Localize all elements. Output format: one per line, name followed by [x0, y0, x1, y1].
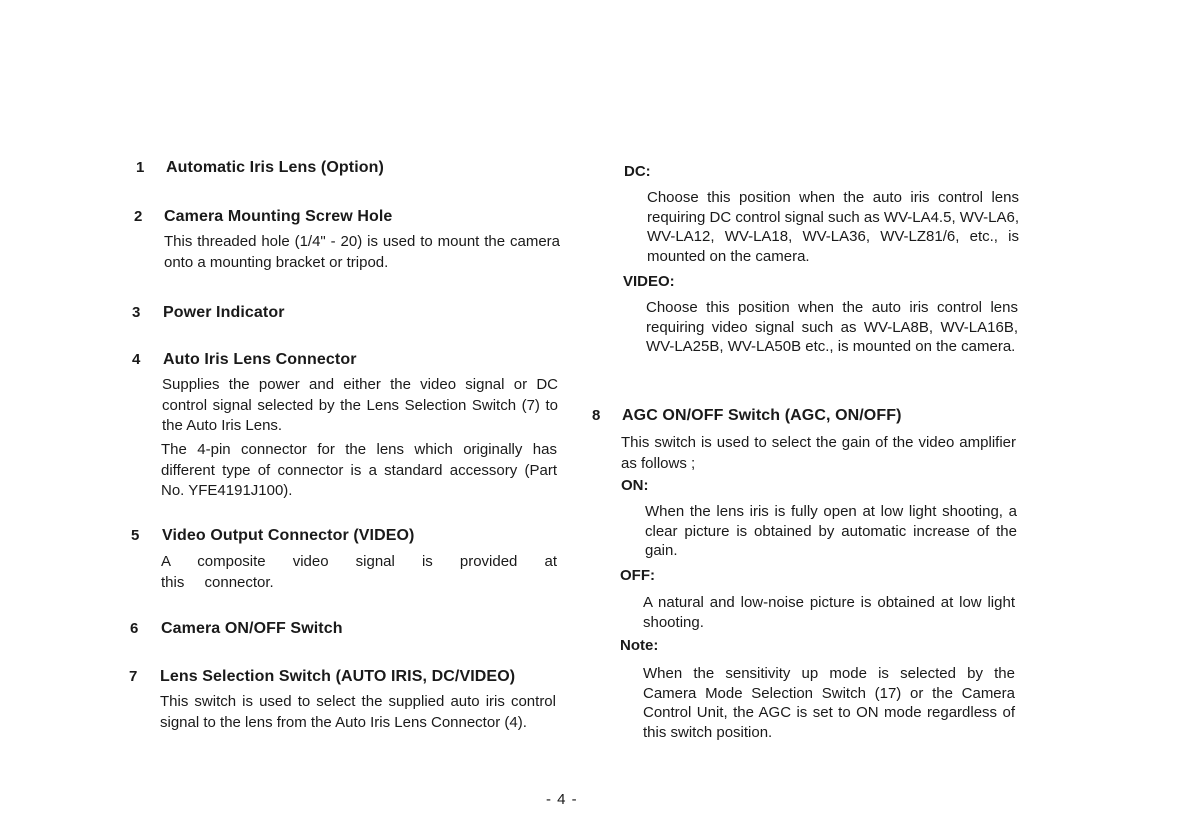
item-title: AGC ON/OFF Switch (AGC, ON/OFF): [622, 407, 902, 424]
item-title: Video Output Connector (VIDEO): [162, 527, 415, 544]
option-label: VIDEO:: [623, 273, 675, 290]
option-description: When the lens iris is fully open at low light shooting, a clear picture is obtained by automatic increase of the gain.: [645, 503, 1017, 559]
option-label: DC:: [624, 163, 651, 180]
item-number: 4: [132, 351, 141, 368]
option-description: Choose this position when the auto iris control lens requiring video signal such as WV-LA8B, WV-LA16B, WV-LA25B, WV-LA50B etc., is mounted on the camera.: [646, 299, 1018, 355]
item-number: 6: [130, 620, 139, 637]
option-description: A natural and low-noise picture is obtained at low light shooting.: [643, 594, 1015, 631]
item-title: Power Indicator: [163, 304, 285, 321]
option-description: Choose this position when the auto iris control lens requiring DC control signal such as WV-LA4.5, WV-LA6, WV-LA12, WV-LA18, WV-LA36, WV-LZ81/6, etc., is mounted on the camera.: [647, 189, 1019, 265]
item-number: 8: [592, 407, 601, 424]
item-number: 7: [129, 668, 138, 685]
item-description: Supplies the power and either the video signal or DC control signal selected by the Lens Selection Switch (7) to the Auto Iris Lens.: [162, 376, 558, 434]
item-title: Camera ON/OFF Switch: [161, 620, 343, 637]
note-text: When the sensitivity up mode is selected by the Camera Mode Selection Switch (17) or the Camera Control Unit, the AGC is set to ON mode regardless of this switch position.: [643, 665, 1015, 741]
item-description-2: The 4-pin connector for the lens which originally has different type of connector is a standard accessory (Part No. YFE4191J100).: [161, 441, 557, 499]
item-description: This switch is used to select the supplied auto iris control signal to the lens from the Auto Iris Lens Connector (4).: [160, 693, 556, 731]
item-title: Auto Iris Lens Connector: [163, 351, 357, 368]
option-label: ON:: [621, 477, 649, 494]
page-number: - 4 -: [546, 791, 578, 808]
item-description: This switch is used to select the gain of the video amplifier as follows ;: [621, 434, 1016, 472]
item-title: Camera Mounting Screw Hole: [164, 208, 393, 225]
item-description: A composite video signal is provided at this connector.: [161, 553, 557, 591]
item-title: Automatic Iris Lens (Option): [166, 159, 384, 176]
item-description: This threaded hole (1/4" - 20) is used to mount the camera onto a mounting bracket or tripod.: [164, 233, 560, 271]
note-label: Note:: [620, 637, 659, 654]
item-number: 2: [134, 208, 143, 225]
item-title: Lens Selection Switch (AUTO IRIS, DC/VIDEO): [160, 668, 516, 685]
option-label: OFF:: [620, 567, 655, 584]
item-number: 5: [131, 527, 140, 544]
item-number: 3: [132, 304, 141, 321]
item-number: 1: [136, 159, 145, 176]
